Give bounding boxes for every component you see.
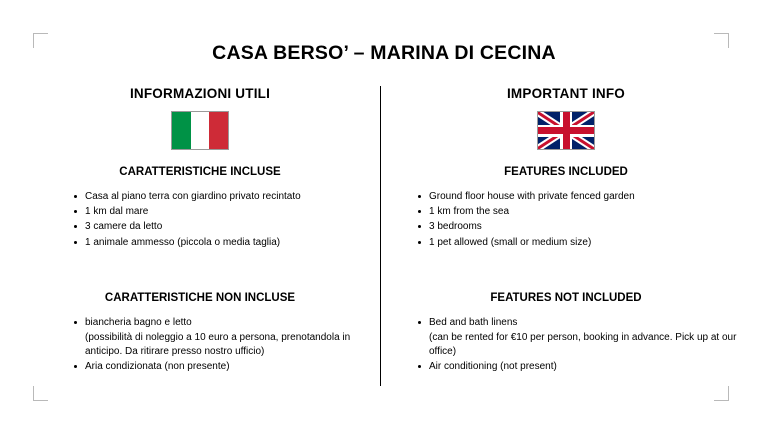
section-heading-not-included-italian: CARATTERISTICHE NON INCLUSE — [104, 291, 296, 304]
section-heading-included-english: FEATURES INCLUDED — [504, 166, 628, 178]
uk-flag-icon — [537, 111, 595, 150]
uk-flag-red-horizontal — [538, 127, 594, 134]
list-item-continuation: (can be rented for €10 per person, booking in advance. Pick up at our office) — [429, 331, 737, 358]
list-item: Casa al piano terra con giardino privato recintato — [74, 190, 374, 204]
list-item: 3 bedrooms — [418, 220, 740, 234]
list-item: 1 pet allowed (small or medium size) — [418, 236, 740, 250]
list-item: Ground floor house with private fenced garden — [418, 190, 740, 204]
list-included-english — [392, 190, 740, 250]
section-heading-not-included-english: FEATURES NOT INCLUDED — [490, 291, 642, 304]
list-item: 1 km from the sea — [418, 205, 740, 219]
italy-flag-red-band — [209, 112, 228, 149]
italy-flag-icon — [171, 111, 229, 150]
list-item: Aria condizionata (non presente) — [74, 360, 374, 374]
list-item: 3 camere da letto — [74, 220, 374, 234]
column-english — [392, 86, 740, 376]
uk-flag-wrapper — [392, 111, 740, 150]
crop-mark-bottom-right — [714, 386, 729, 401]
list-item: biancheria bagno e letto — [74, 316, 374, 330]
column-italian — [26, 86, 374, 376]
italy-flag-white-band — [191, 112, 210, 149]
page-title: CASA BERSO’ – MARINA DI CECINA — [212, 42, 556, 64]
list-not-included-italian — [26, 316, 374, 375]
list-included-italian — [26, 190, 374, 250]
column-heading-italian: INFORMAZIONI UTILI — [129, 86, 271, 101]
list-not-included-english — [392, 316, 740, 375]
italy-flag-wrapper — [26, 111, 374, 150]
list-item: Bed and bath linens — [418, 316, 740, 330]
list-item: 1 animale ammesso (piccola o media taglia) — [74, 236, 374, 250]
section-heading-included-italian: CARATTERISTICHE INCLUSE — [119, 166, 281, 178]
list-item: Air conditioning (not present) — [418, 360, 740, 374]
column-heading-english: IMPORTANT INFO — [506, 86, 626, 101]
list-item: 1 km dal mare — [74, 205, 374, 219]
list-item-continuation: (possibilità di noleggio a 10 euro a persona, prenotandola in anticipo. Da ritirare presso nostro ufficio) — [85, 331, 351, 358]
italy-flag-green-band — [172, 112, 191, 149]
column-divider — [380, 86, 381, 386]
crop-mark-bottom-left — [33, 386, 48, 401]
